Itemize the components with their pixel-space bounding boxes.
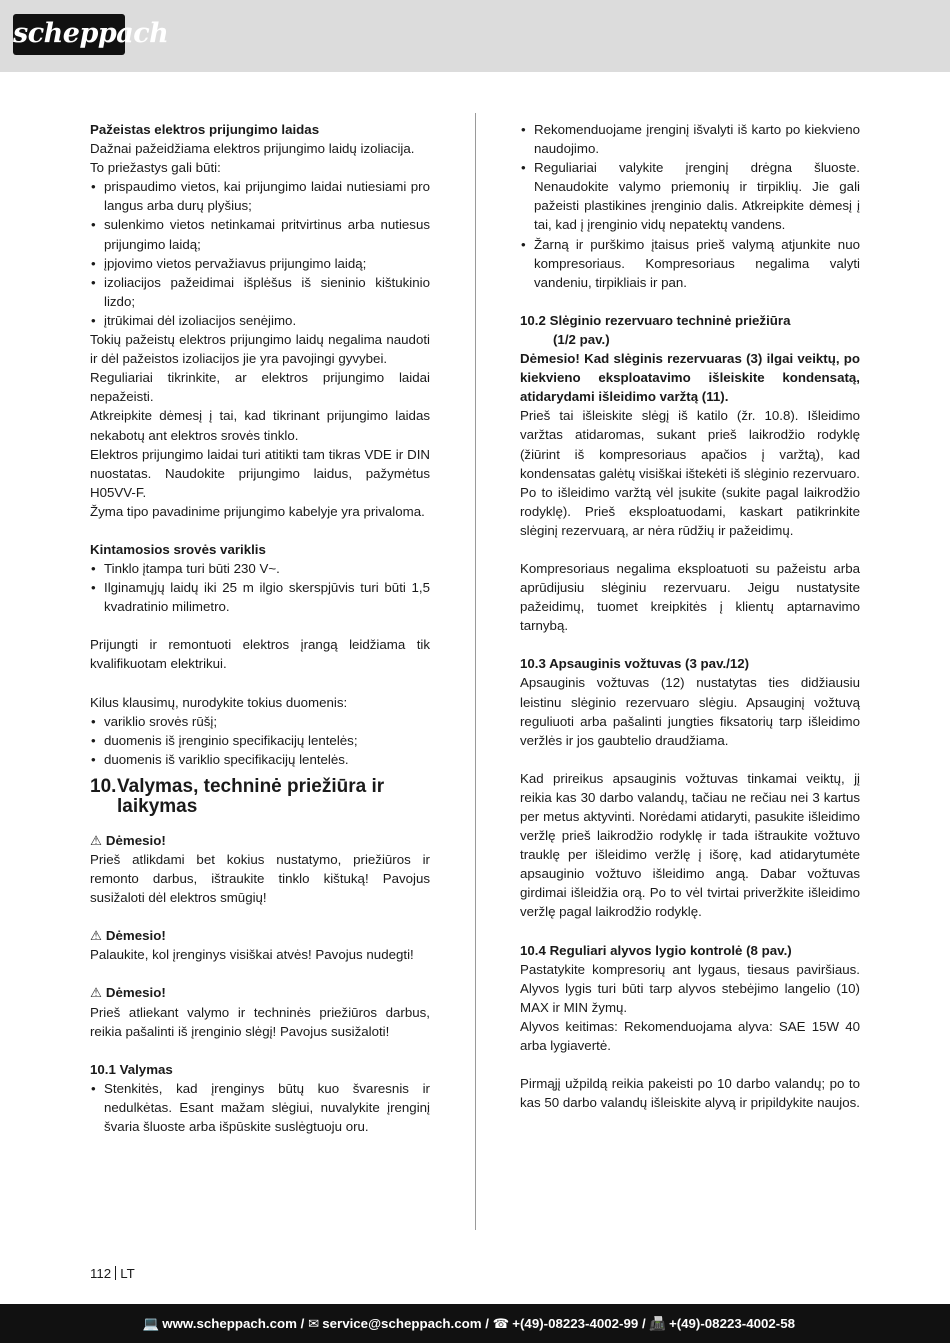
section-10-3-paragraph-2: Kad prireikus apsauginis vožtuvas tinkamai veiktų, jį reikia kas 30 darbo valandų, tačiau ne rečiau nei 3 kartus per metus aktyvinti. Norėdami atidaryti, pasukite išleidimo veržlę prieš laikrodžio rodyklę ir tada ištraukite vožtuvo trauklę per išleidimo veržlę į išorę, kad atidarytumėte apsauginio vožtuvo išleidimo angą. Dabar vožtuvas girdimai išleidžia orą. Po to vėl tvirtai priveržkite išleidimo veržlę pagal laikrodžio rodyklę. [520, 770, 860, 920]
section-10-3-heading: 10.3 Apsauginis vožtuvas (3 pav./12) [520, 656, 750, 672]
page-number-value: 112 [90, 1266, 112, 1281]
list-item: • prispaudimo vietos, kai prijungimo laidai nutiesiami pro langus arba durų plyšius; [90, 177, 430, 215]
list-item: • izoliacijos pažeidimai išplėšus iš sieninio kištukinio lizdo; [90, 273, 430, 311]
list-item: • Stenkitės, kad įrenginys būtų kuo švaresnis ir nedulkėtas. Esant mažam slėgiui, nuvalykite įrenginį švaria šluoste arba išpūskite suslėgtuoju oru. [90, 1079, 430, 1136]
section-10-2-heading-figure: (1/2 pav.) [553, 331, 610, 347]
list-item: • Reguliariai valykite įrenginį drėgna šluoste. Nenaudokite valymo priemonių ir tirpiklių. Jie gali pažeisti plastikines įrenginio dalis. Atkreipkite dėmesį į tai, kad į įrenginio vidų nepatektų vandens. [520, 158, 860, 234]
warning-label-1: ⚠ Dėmesio! [90, 832, 166, 848]
list-item: • sulenkimo vietos netinkamai pritvirtinus arba nutiesus prijungimo laidą; [90, 215, 430, 253]
header-bar [0, 0, 950, 72]
cable-paragraph-6: Elektros prijungimo laidai turi atitikti tam tikras VDE ir DIN nuostatas. Naudokite prijungimo laidus, pažymėtus H05VV-F. [90, 446, 430, 500]
list-item: • Rekomenduojame įrenginį išvalyti iš karto po kiekvieno naudojimo. [520, 120, 860, 158]
section-10-2-paragraph-1: Prieš tai išleiskite slėgį iš katilo (žr. 10.8). Išleidimo varžtas atidaromas, sukant prieš laikrodžio rodyklę (žiūrint iš kompresoriaus apačios į varžtą), kad kondensatas galėtų visiškai ištekėti iš slėginio rezervuaro. Po to išleidimo varžtą vėl įsukite (sukite pagal laikrodžio rodyklę). Prieš eksploatuodami, kaskart patikrinkite slėginį rezervuarą, ar nėra rūdžių ir pažeidimų. [520, 408, 860, 538]
cable-paragraph-4: Reguliariai tikrinkite, ar elektros prijungimo laidai nepažeisti. [90, 370, 430, 405]
section-10-4-heading: 10.4 Reguliari alyvos lygio kontrolė (8 pav.) [520, 942, 792, 958]
mail-icon: ✉ [308, 1316, 320, 1331]
warning-text-3: Prieš atliekant valymo ir techninės priežiūros darbus, reikia pašalinti iš įrenginio slėgį! Pavojus susižaloti! [90, 1004, 430, 1039]
footer-fax: +(49)-08223-4002-58 [668, 1316, 795, 1331]
column-divider [475, 113, 476, 1230]
motor-heading: Kintamosios srovės variklis [90, 541, 266, 557]
cleaning-list [90, 1079, 430, 1136]
cable-heading: Pažeistas elektros prijungimo laidas [90, 122, 320, 137]
questions-list [90, 712, 430, 769]
phone-icon: ☎ [492, 1316, 510, 1331]
list-item: • įpjovimo vietos pervažiavus prijungimo laidą; [90, 254, 430, 273]
warning-label-3: ⚠ Dėmesio! [90, 985, 166, 1001]
left-column [90, 120, 430, 1136]
cleaning-list-continued [520, 120, 860, 292]
warning-triangle-icon: ⚠ [90, 832, 102, 848]
section-10-2-warning: Dėmesio! Kad slėginis rezervuaras (3) ilgai veiktų, po kiekvieno eksploatavimo išleiskite kondensatą, atidarydami išleidimo varžtą (11). [520, 351, 860, 405]
section-title: Valymas, techninė priežiūra ir laikymas [117, 775, 385, 817]
section-10-1-heading: 10.1 Valymas [90, 1061, 173, 1077]
warning-triangle-icon: ⚠ [90, 985, 102, 1001]
section-10-2-heading: 10.2 Slėginio rezervuaro techninė priežiūra [520, 312, 791, 328]
cable-paragraph-3: Tokių pažeistų elektros prijungimo laidų negalima naudoti ir dėl pažeistos izoliacijos jie yra pavojingi gyvybei. [90, 332, 430, 367]
section-10-4-paragraph-1: Pastatykite kompresorių ant lygaus, tiesaus paviršiaus. Alyvos lygis turi būti tarp alyvos stebėjimo langelio (10) MAX ir MIN žymų. [520, 961, 860, 1015]
footer-bar [0, 1304, 950, 1343]
warning-label-2: ⚠ Dėmesio! [90, 928, 166, 944]
cable-paragraph-7: Žyma tipo pavadinime prijungimo kabelyje yra privaloma. [90, 503, 425, 519]
section-10-3-paragraph-1: Apsauginis vožtuvas (12) nustatytas ties didžiausiu leistinu slėginio rezervuaro slėgiu. Apsauginį vožtuvą reguliuoti arba pašalinti jungties fiksatorių tarp išleidimo veržlės ir jos gaubtelio draudžiama. [520, 675, 860, 748]
list-item: • Žarną ir purškimo įtaisus prieš valymą atjunkite nuo kompresoriaus. Kompresoriaus negalima valyti vandeniu, tirpikliais ir pan. [520, 235, 860, 292]
section-number: 10. [90, 775, 117, 797]
fax-icon: 📠 [649, 1316, 666, 1331]
warning-triangle-icon: ⚠ [90, 928, 102, 944]
questions-paragraph: Kilus klausimų, nurodykite tokius duomenis: [90, 694, 348, 710]
list-item: • duomenis iš variklio specifikacijų lentelės. [90, 750, 430, 769]
page-number-separator [115, 1266, 116, 1280]
list-item: • variklio srovės rūšį; [90, 712, 430, 731]
electrician-paragraph: Prijungti ir remontuoti elektros įrangą leidžiama tik kvalifikuotam elektrikui. [90, 637, 430, 672]
list-item: • Ilginamųjų laidų iki 25 m ilgio skerspjūvis turi būti 1,5 kvadratinio milimetro. [90, 578, 430, 616]
cable-paragraph-5: Atkreipkite dėmesį į tai, kad tikrinant prijungimo laidas nekabotų ant elektros srovės tinklo. [90, 408, 430, 443]
footer-email-link[interactable]: service@scheppach.com [322, 1316, 482, 1331]
warning-text-2: Palaukite, kol įrenginys visiškai atvės! Pavojus nudegti! [90, 947, 414, 963]
section-10-heading [90, 777, 430, 817]
section-10-4-paragraph-3: Pirmąjį užpildą reikia pakeisti po 10 darbo valandų; po to kas 50 darbo valandų išleiskite alyvą ir pripildykite naujos. [520, 1076, 860, 1111]
cable-causes-list [90, 177, 430, 330]
list-item: • įtrūkimai dėl izoliacijos senėjimo. [90, 311, 430, 330]
scheppach-logo: scheppach [13, 14, 125, 55]
warning-text-1: Prieš atlikdami bet kokius nustatymo, priežiūros ir remonto darbus, ištraukite tinklo kištuką! Pavojus susižaloti dėl elektros smūgių! [90, 852, 430, 906]
section-10-4-paragraph-2: Alyvos keitimas: Rekomenduojama alyva: SAE 15W 40 arba lygiavertė. [520, 1018, 860, 1054]
footer-phone: +(49)-08223-4002-99 [512, 1316, 639, 1331]
page-language: LT [120, 1266, 135, 1281]
footer-website-link[interactable]: www.scheppach.com [162, 1316, 297, 1331]
cable-paragraph-2: To priežastys gali būti: [90, 160, 221, 176]
motor-list [90, 559, 430, 616]
computer-icon: 💻 [142, 1316, 160, 1331]
right-column [520, 120, 860, 1112]
footer-contact: 💻 www.scheppach.com / ✉ service@scheppach.com / ☎ +(49)-08223-4002-99 / 📠 +(49)-08223-4002-58 [142, 1316, 795, 1331]
list-item: • Tinklo įtampa turi būti 230 V~. [90, 559, 430, 578]
section-10-2-paragraph-2: Kompresoriaus negalima eksploatuoti su pažeistu arba aprūdijusiu slėginiu rezervuaru. Jeigu nustatysite pažeidimų, tuomet kreipkitės į klientų aptarnavimo tarnybą. [520, 560, 860, 634]
page-number [90, 1266, 135, 1281]
cable-paragraph-1: Dažnai pažeidžiama elektros prijungimo laidų izoliacija. [90, 141, 415, 157]
list-item: • duomenis iš įrenginio specifikacijų lentelės; [90, 731, 430, 750]
